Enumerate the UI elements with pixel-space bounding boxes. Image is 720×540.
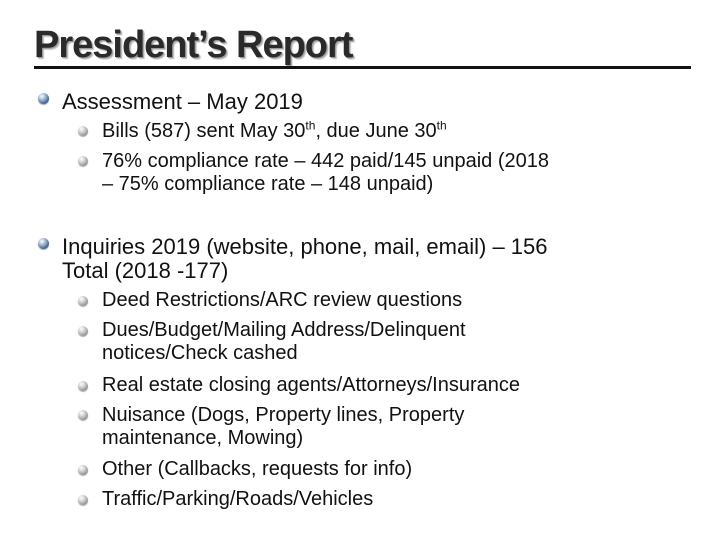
sub-bullet-bills: Bills (587) sent May 30th, due June 30th [102,118,447,142]
bullet-inquiries: Inquiries 2019 (website, phone, mail, email) – 156 Total (2018 -177) [62,234,548,283]
sub-bullet-dues: Dues/Budget/Mailing Address/Delinquent notices/Check cashed [102,319,466,364]
sub-bullet-other: Other (Callbacks, requests for info) [102,458,413,480]
sub-bullet-nuisance: Nuisance (Dogs, Property lines, Property maintenance, Mowing) [102,404,465,449]
bullet-icon [38,93,49,104]
sub-bullet-icon [78,326,88,336]
sub-bullet-compliance: 76% compliance rate – 442 paid/145 unpaid (2018 – 75% compliance rate – 148 unpaid) [102,150,549,195]
sub-bullet-deed: Deed Restrictions/ARC review questions [102,289,463,311]
bullet-icon [38,238,49,249]
sub-bullet-icon [78,156,88,166]
title-underline [34,66,691,69]
sub-bullet-icon [78,296,88,306]
bullet-assessment: Assessment – May 2019 [62,89,303,114]
sub-bullet-icon [78,465,88,475]
slide-title: President’s Report [34,24,353,66]
sub-bullet-icon [78,381,88,391]
sub-bullet-icon [78,495,88,505]
sub-bullet-icon [78,410,88,420]
sub-bullet-traffic: Traffic/Parking/Roads/Vehicles [102,488,374,510]
sub-bullet-real-estate: Real estate closing agents/Attorneys/Insurance [102,374,521,396]
sub-bullet-icon [78,126,88,136]
